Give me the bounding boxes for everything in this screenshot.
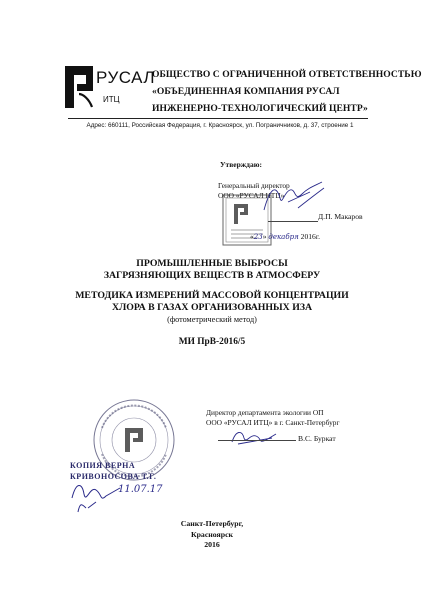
department-title xyxy=(206,408,340,428)
copy-stamp-line-2: КРИВОНОСОВА Т.Г. xyxy=(70,472,157,481)
footer-year: 2016 xyxy=(204,540,220,549)
company-line-2: «ОБЪЕДИНЕННАЯ КОМПАНИЯ РУСАЛ xyxy=(152,86,340,97)
company-line-1: ОБЩЕСТВО С ОГРАНИЧЕННОЙ ОТВЕТСТВЕННОСТЬЮ xyxy=(152,69,422,80)
department-title-line-1: Директор департамента экологии ОП xyxy=(206,408,324,417)
document-footer xyxy=(100,519,324,551)
document-title-group xyxy=(40,258,384,282)
method-title-group xyxy=(40,290,384,314)
rusal-logo xyxy=(62,64,162,118)
department-signer-name: В.С. Буркат xyxy=(298,434,336,443)
footer-city-1: Санкт-Петербург, xyxy=(180,519,244,528)
approval-date-close: » xyxy=(262,232,267,241)
approval-date xyxy=(250,232,320,241)
approver-title-line-1: Генеральный директор xyxy=(218,181,290,190)
footer-city-2: Красноярск xyxy=(190,529,234,539)
document-code: МИ ПрВ-2016/5 xyxy=(178,337,246,347)
title-line-2: ЗАГРЯЗНЯЮЩИХ ВЕЩЕСТВ В АТМОСФЕРУ xyxy=(103,270,321,281)
company-address: Адрес: 660111, Российская Федерация, г. Красноярск, ул. Пограничников, д. 37, строение 1 xyxy=(86,122,354,129)
approver-name: Д.П. Макаров xyxy=(318,212,363,221)
method-line-2: ХЛОРА В ГАЗАХ ОРГАНИЗОВАННЫХ ИЗА xyxy=(111,302,313,313)
department-title-line-2: ООО «РУСАЛ ИТЦ» в г. Санкт-Петербург xyxy=(206,418,340,427)
department-signature-line xyxy=(218,440,296,441)
company-line-3: ИНЖЕНЕРНО-ТЕХНОЛОГИЧЕСКИЙ ЦЕНТР» xyxy=(152,103,368,114)
department-signature-icon xyxy=(228,428,278,448)
header-divider xyxy=(68,118,368,119)
rusal-logo-mark-icon xyxy=(62,64,96,110)
approval-date-day: 23 xyxy=(253,233,263,241)
approval-label: Утверждаю: xyxy=(220,160,262,169)
logo-brand-sub: ИТЦ xyxy=(103,95,120,104)
method-line-1: МЕТОДИКА ИЗМЕРЕНИЙ МАССОВОЙ КОНЦЕНТРАЦИИ xyxy=(75,290,349,301)
method-type: (фотометрический метод) xyxy=(167,315,257,324)
approver-signature-icon xyxy=(258,180,328,216)
approver-signature-line xyxy=(268,221,318,222)
approver-title-line-2: ООО «РУСАЛ ИТЦ» xyxy=(218,191,285,200)
approval-date-open: « xyxy=(250,232,254,241)
copy-stamp-line-1: КОПИЯ ВЕРНА xyxy=(70,461,136,470)
approval-date-month: декабря xyxy=(268,233,299,241)
copy-handwritten-date: 11.07.17 xyxy=(118,484,163,495)
title-line-1: ПРОМЫШЛЕННЫЕ ВЫБРОСЫ xyxy=(136,258,288,269)
company-name xyxy=(152,66,422,117)
logo-brand-text: РУСАЛ xyxy=(96,68,156,87)
approval-date-year: 2016г. xyxy=(300,232,320,241)
